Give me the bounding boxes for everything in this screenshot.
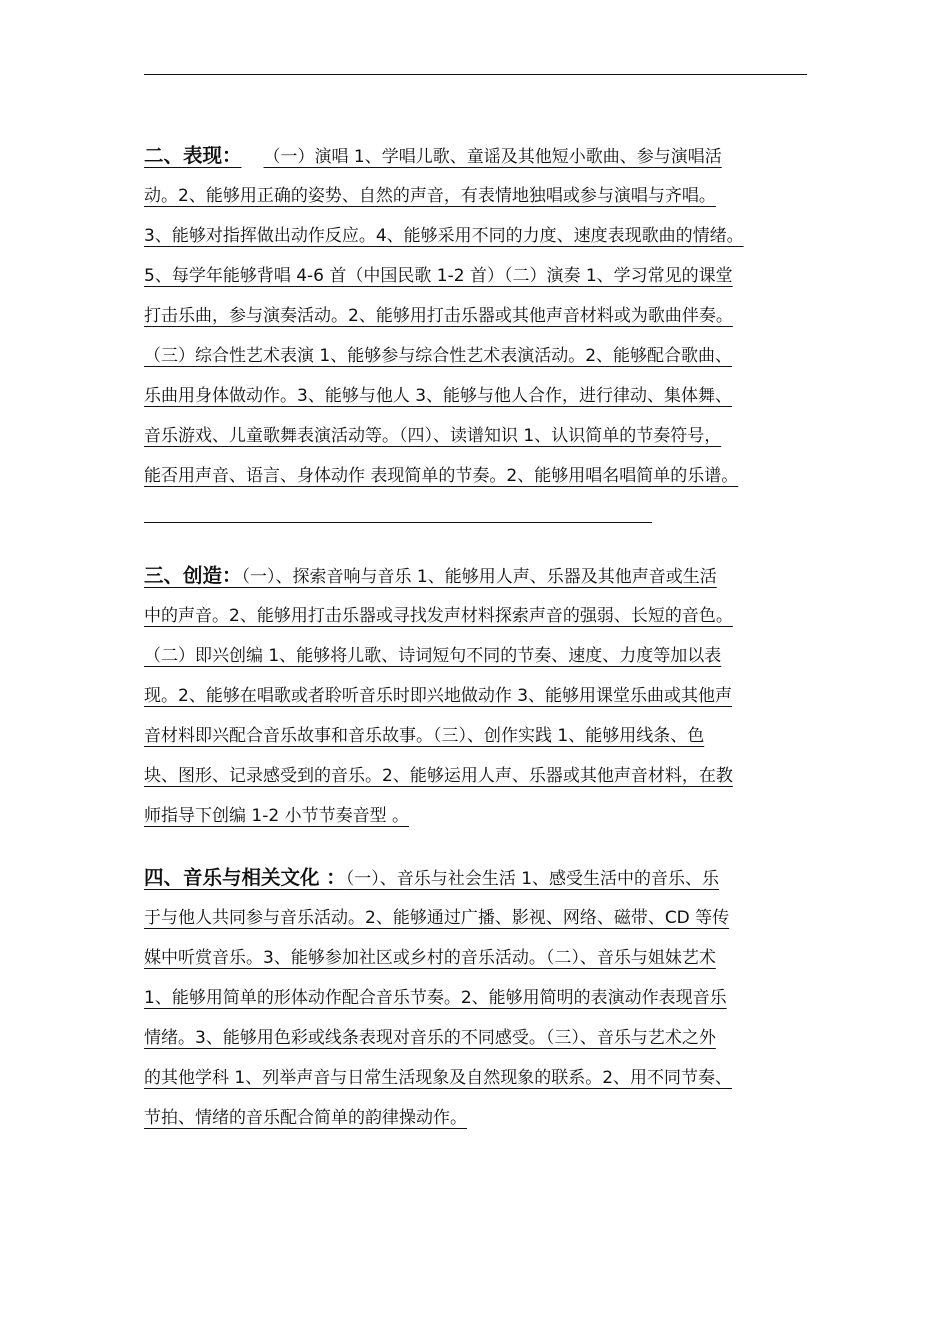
section-line: 的其他学科 1、列举声音与日常生活现象及自然现象的联系。2、用不同节奏、	[144, 1068, 733, 1088]
section-heading: 三、创造：	[144, 564, 242, 587]
section-line: 1、能够用简单的形体动作配合音乐节奏。2、能够用简明的表演动作表现音乐	[144, 988, 727, 1008]
section-creation	[144, 562, 812, 842]
section-line: 块、图形、记录感受到的音乐。2、能够运用人声、乐器或其他声音材料，在教	[144, 766, 733, 786]
section-line: 媒中听赏音乐。3、能够参加社区或乡村的音乐活动。（二）、音乐与姐妹艺术	[144, 948, 716, 968]
section-line: 动。2、能够用正确的姿势、自然的声音，有表情地独唱或参与演唱与齐唱。	[144, 186, 716, 206]
section-line: 师指导下创编 1-2 小节节奏音型 。	[144, 806, 409, 826]
section-line: 3、能够对指挥做出动作反应。4、能够采用不同的力度、速度表现歌曲的情绪。	[144, 226, 744, 246]
section-culture	[144, 864, 812, 1144]
section-line: 打击乐曲，参与演奏活动。2、能够用打击乐器或其他声音材料或为歌曲伴奏。	[144, 306, 733, 326]
section-line: 节拍、情绪的音乐配合简单的韵律操动作。	[144, 1108, 467, 1128]
section-line: 能否用声音、语言、身体动作 表现简单的节奏。2、能够用唱名唱简单的乐谱。	[144, 466, 739, 486]
section-line: 5、每学年能够背唱 4-6 首（中国民歌 1-2 首）（二）演奏 1、学习常见的课堂	[144, 266, 733, 286]
middle-rule	[144, 522, 652, 523]
section-performance	[144, 142, 812, 502]
section-line: （二）即兴创编 1、能够将儿歌、诗词短句不同的节奏、速度、力度等加以表	[144, 646, 722, 666]
section-line: （三）综合性艺术表演 1、能够参与综合性艺术表演活动。2、能够配合歌曲、	[144, 346, 733, 366]
top-rule	[144, 74, 807, 75]
section-line: 音材料即兴配合音乐故事和音乐故事。（三）、创作实践 1、能够用线条、色	[144, 726, 705, 746]
section-line: 于与他人共同参与音乐活动。2、能够通过广播、影视、网络、磁带、CD 等传	[144, 908, 730, 928]
section-line: 四、音乐与相关文化 ：（一）、音乐与社会生活 1、感受生活中的音乐、乐	[144, 866, 720, 889]
section-line: 现。2、能够在唱歌或者聆听音乐时即兴地做动作 3、能够用课堂乐曲或其他声	[144, 686, 733, 706]
section-heading: 四、音乐与相关文化 ：	[144, 866, 346, 889]
section-heading: 二、表现：	[144, 144, 242, 167]
section-line: 三、创造：（一）、探索音响与音乐 1、能够用人声、乐器及其他声音或生活	[144, 564, 717, 587]
section-line: 情绪。3、能够用色彩或线条表现对音乐的不同感受。（三）、音乐与艺术之外	[144, 1028, 716, 1048]
section-line: 中的声音。2、能够用打击乐器或寻找发声材料探索声音的强弱、长短的音色。	[144, 606, 733, 626]
section-line: 音乐游戏、儿童歌舞表演活动等。（四）、读谱知识 1、认识简单的节奏符号，	[144, 426, 722, 446]
section-line: 乐曲用身体做动作。3、能够与他人 3、能够与他人合作，进行律动、集体舞、	[144, 386, 733, 406]
section-line: 二、表现： （一）演唱 1、学唱儿歌、童谣及其他短小歌曲、参与演唱活	[144, 144, 722, 167]
